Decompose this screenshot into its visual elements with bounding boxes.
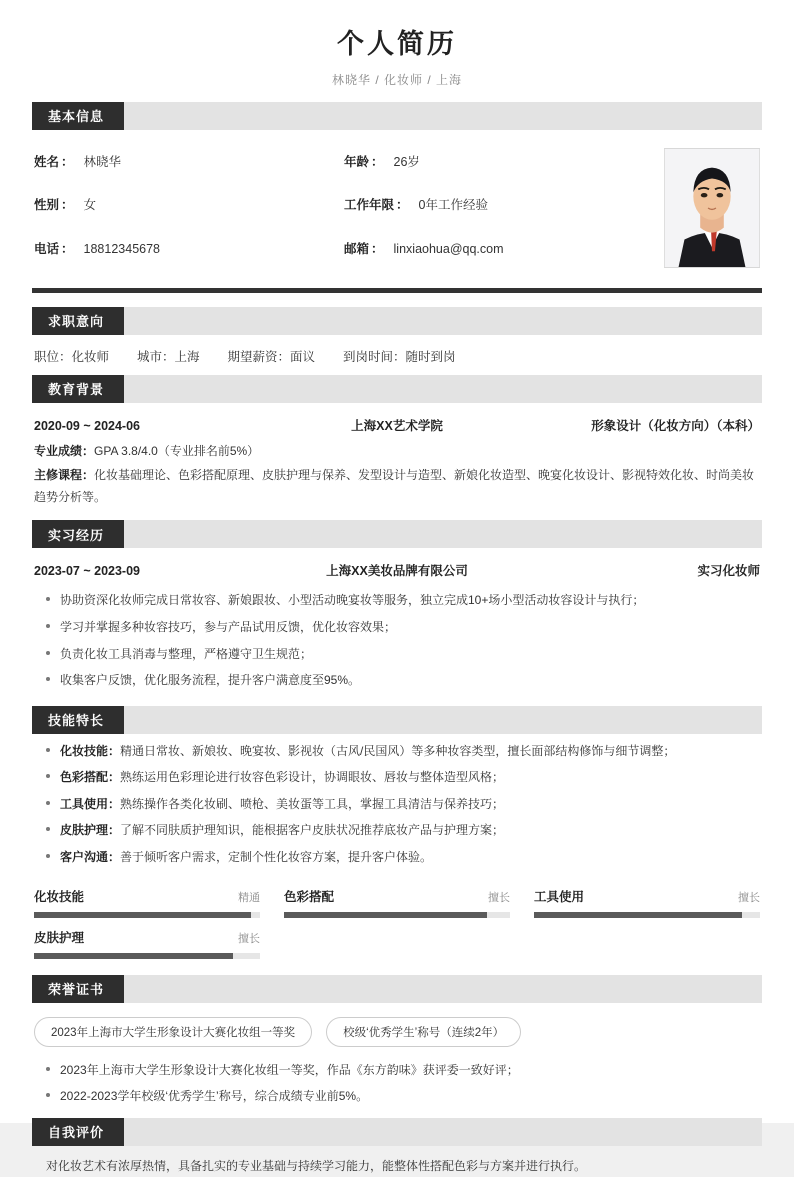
field-colon: ： <box>61 242 74 257</box>
section-tab-label: 自我评价 <box>32 1118 124 1146</box>
field-email <box>344 233 654 268</box>
skill-label: 色彩搭配 <box>60 770 109 785</box>
field-label: 年龄 <box>344 154 370 169</box>
field-value: 18812345678 <box>83 242 161 257</box>
skill-colon: ： <box>108 743 121 758</box>
section-divider-rule <box>32 288 762 293</box>
skill-text: 熟练操作各类化妆刷、喷枪、美妆蛋等工具，掌握工具清洁与保养技巧； <box>120 796 505 811</box>
field-label: 姓名 <box>34 154 60 169</box>
skill-bar-track <box>284 912 510 918</box>
field-value: 林晓华 <box>83 154 122 169</box>
section-tab-label: 教育背景 <box>32 375 124 403</box>
internship-entry-header <box>12 548 782 583</box>
page-subtitle: 林晓华 / 化妆师 / 上海 <box>331 72 462 87</box>
education-period: 2020-09 ~ 2024-06 <box>34 418 140 433</box>
internship-role: 实习化妆师 <box>697 564 760 579</box>
section-tab-label: 荣誉证书 <box>32 975 124 1003</box>
section-tab-label: 基本信息 <box>32 102 124 130</box>
basic-info-grid <box>34 146 654 268</box>
intent-city: 城市：上海 <box>137 349 200 364</box>
field-label: 电话 <box>34 242 60 257</box>
skill-bar-skincare <box>34 928 260 965</box>
skill-text: 精通日常妆、新娘妆、晚宴妆、影视妆（古风/民国风）等多种妆容类型，擅长面部结构修饰与细节调整； <box>120 743 676 758</box>
avatar <box>664 148 760 268</box>
job-intent-row <box>12 335 782 375</box>
field-label: 工作年限 <box>344 198 395 213</box>
skill-label: 工具使用 <box>60 796 109 811</box>
section-tab-label: 求职意向 <box>32 307 124 335</box>
skill-bar-level: 擅长 <box>238 932 260 945</box>
education-courses-value: 化妆基础理论、色彩搭配原理、皮肤护理与保养、发型设计与造型、新娘化妆造型、晚宴化妆设计、影视特效化妆、时尚美妆趋势分析等。 <box>34 467 755 505</box>
list-item: 负责化妆工具消毒与整理，严格遵守卫生规范； <box>46 641 760 668</box>
list-item: 2023年上海市大学生形象设计大赛化妆组一等奖，作品《东方韵味》获评委一致好评； <box>46 1057 760 1084</box>
skill-bar-track <box>534 912 760 918</box>
skill-bar-fill <box>34 912 251 918</box>
field-value: 26岁 <box>393 154 420 169</box>
section-header-skills <box>32 706 762 734</box>
skill-bar-tools <box>534 887 760 924</box>
internship-company: 上海XX美妆品牌有限公司 <box>326 564 468 579</box>
field-colon: ： <box>61 198 74 213</box>
skill-text: 善于倾听客户需求，定制个性化妆容方案，提升客户体验。 <box>120 850 433 865</box>
field-value: linxiaohua@qq.com <box>393 242 504 257</box>
skill-bar-makeup <box>34 887 260 924</box>
field-label: 性别 <box>34 198 60 213</box>
portrait-photo-icon <box>665 149 759 267</box>
skill-bar-name: 色彩搭配 <box>284 889 335 904</box>
field-colon: ： <box>396 198 409 213</box>
skill-bar-fill <box>284 912 487 918</box>
skill-bar-fill <box>534 912 742 918</box>
field-value: 女 <box>83 198 97 213</box>
honor-pill-row <box>12 1003 782 1053</box>
list-item: 协助资深化妆师完成日常妆容、新娘跟妆、小型活动晚宴妆等服务，独立完成10+场小型活动妆容设计与执行； <box>46 587 760 614</box>
field-colon: ： <box>371 154 384 169</box>
section-bar-filler <box>124 975 168 1003</box>
skill-bar-name: 工具使用 <box>534 889 585 904</box>
section-header-internship <box>32 520 762 548</box>
list-item <box>46 791 760 818</box>
section-bar-filler <box>124 706 168 734</box>
field-age <box>344 146 654 181</box>
page-title: 个人简历 <box>337 29 457 59</box>
field-gender <box>34 189 344 224</box>
skill-colon: ： <box>108 823 121 838</box>
skill-colon: ： <box>108 850 121 865</box>
education-major: 形象设计（化妆方向）（本科） <box>591 418 760 433</box>
self-evaluation-text: 对化妆艺术有浓厚热情，具备扎实的专业基础与持续学习能力，能整体性搭配色彩与方案并进行执行。 <box>46 1158 587 1173</box>
section-header-education <box>32 375 762 403</box>
section-bar-filler <box>124 375 168 403</box>
section-header-evaluation <box>32 1118 762 1146</box>
honors-bullet-list <box>12 1053 782 1114</box>
field-colon: ： <box>371 242 384 257</box>
section-bar-filler <box>124 520 168 548</box>
skill-bar-name: 化妆技能 <box>34 889 85 904</box>
skill-bar-fill <box>34 953 233 959</box>
skill-bar-name: 皮肤护理 <box>34 930 85 945</box>
intent-salary: 期望薪资：面议 <box>227 349 316 364</box>
section-header-intent <box>32 307 762 335</box>
education-gpa-value: GPA 3.8/4.0（专业排名前5%） <box>94 443 260 458</box>
list-item <box>46 764 760 791</box>
internship-period: 2023-07 ~ 2023-09 <box>34 564 140 579</box>
intent-availability: 到岗时间：随时到岗 <box>343 349 456 364</box>
skills-bullet-list <box>12 734 782 875</box>
education-entry-header <box>12 403 782 438</box>
internship-bullet-list <box>12 583 782 697</box>
section-tab-label: 实习经历 <box>32 520 124 548</box>
list-item <box>46 844 760 871</box>
section-bar-filler <box>124 102 168 130</box>
skill-text: 了解不同肤质护理知识，能根据客户皮肤状况推荐底妆产品与护理方案； <box>120 823 505 838</box>
skill-text: 熟练运用色彩理论进行妆容色彩设计，协调眼妆、唇妆与整体造型风格； <box>120 770 505 785</box>
skill-bar-level: 擅长 <box>488 891 510 904</box>
skill-bars-grid <box>12 875 782 971</box>
section-bar-filler <box>124 307 168 335</box>
skill-label: 客户沟通 <box>60 850 109 865</box>
education-courses-line <box>12 462 782 508</box>
list-item <box>46 817 760 844</box>
skill-bar-track <box>34 912 260 918</box>
skill-colon: ： <box>108 770 121 785</box>
list-item <box>46 738 760 765</box>
skill-bar-level: 精通 <box>238 891 260 904</box>
section-header-basic <box>32 102 762 130</box>
skill-label: 皮肤护理 <box>60 823 109 838</box>
list-item: 学习并掌握多种妆容技巧，参与产品试用反馈，优化妆容效果； <box>46 614 760 641</box>
education-gpa-line <box>12 438 782 462</box>
section-tab-label: 技能特长 <box>32 706 124 734</box>
intent-position: 职位：化妆师 <box>34 349 110 364</box>
field-colon: ： <box>61 154 74 169</box>
section-header-honors <box>32 975 762 1003</box>
education-courses-label: 主修课程： <box>34 467 95 482</box>
list-item: 2022-2023学年校级‘优秀学生’称号，综合成绩专业前5%。 <box>46 1083 760 1110</box>
field-phone <box>34 233 344 268</box>
honor-pill: 校级‘优秀学生’称号（连续2年） <box>326 1017 521 1047</box>
basic-info-block <box>12 130 782 274</box>
skill-bar-color <box>284 887 510 924</box>
field-label: 邮箱 <box>344 242 370 257</box>
field-name <box>34 146 344 181</box>
skill-colon: ： <box>108 796 121 811</box>
list-item: 收集客户反馈，优化服务流程，提升客户满意度至95%。 <box>46 667 760 694</box>
document-header <box>12 10 782 102</box>
section-bar-filler <box>124 1118 168 1146</box>
field-work-years <box>344 189 654 224</box>
skill-bar-level: 擅长 <box>738 891 760 904</box>
honor-pill: 2023年上海市大学生形象设计大赛化妆组一等奖 <box>34 1017 312 1047</box>
skill-bar-track <box>34 953 260 959</box>
education-school: 上海XX艺术学院 <box>351 418 443 433</box>
education-gpa-label: 专业成绩： <box>34 443 95 458</box>
field-value: 0年工作经验 <box>418 198 488 213</box>
skill-label: 化妆技能 <box>60 743 109 758</box>
